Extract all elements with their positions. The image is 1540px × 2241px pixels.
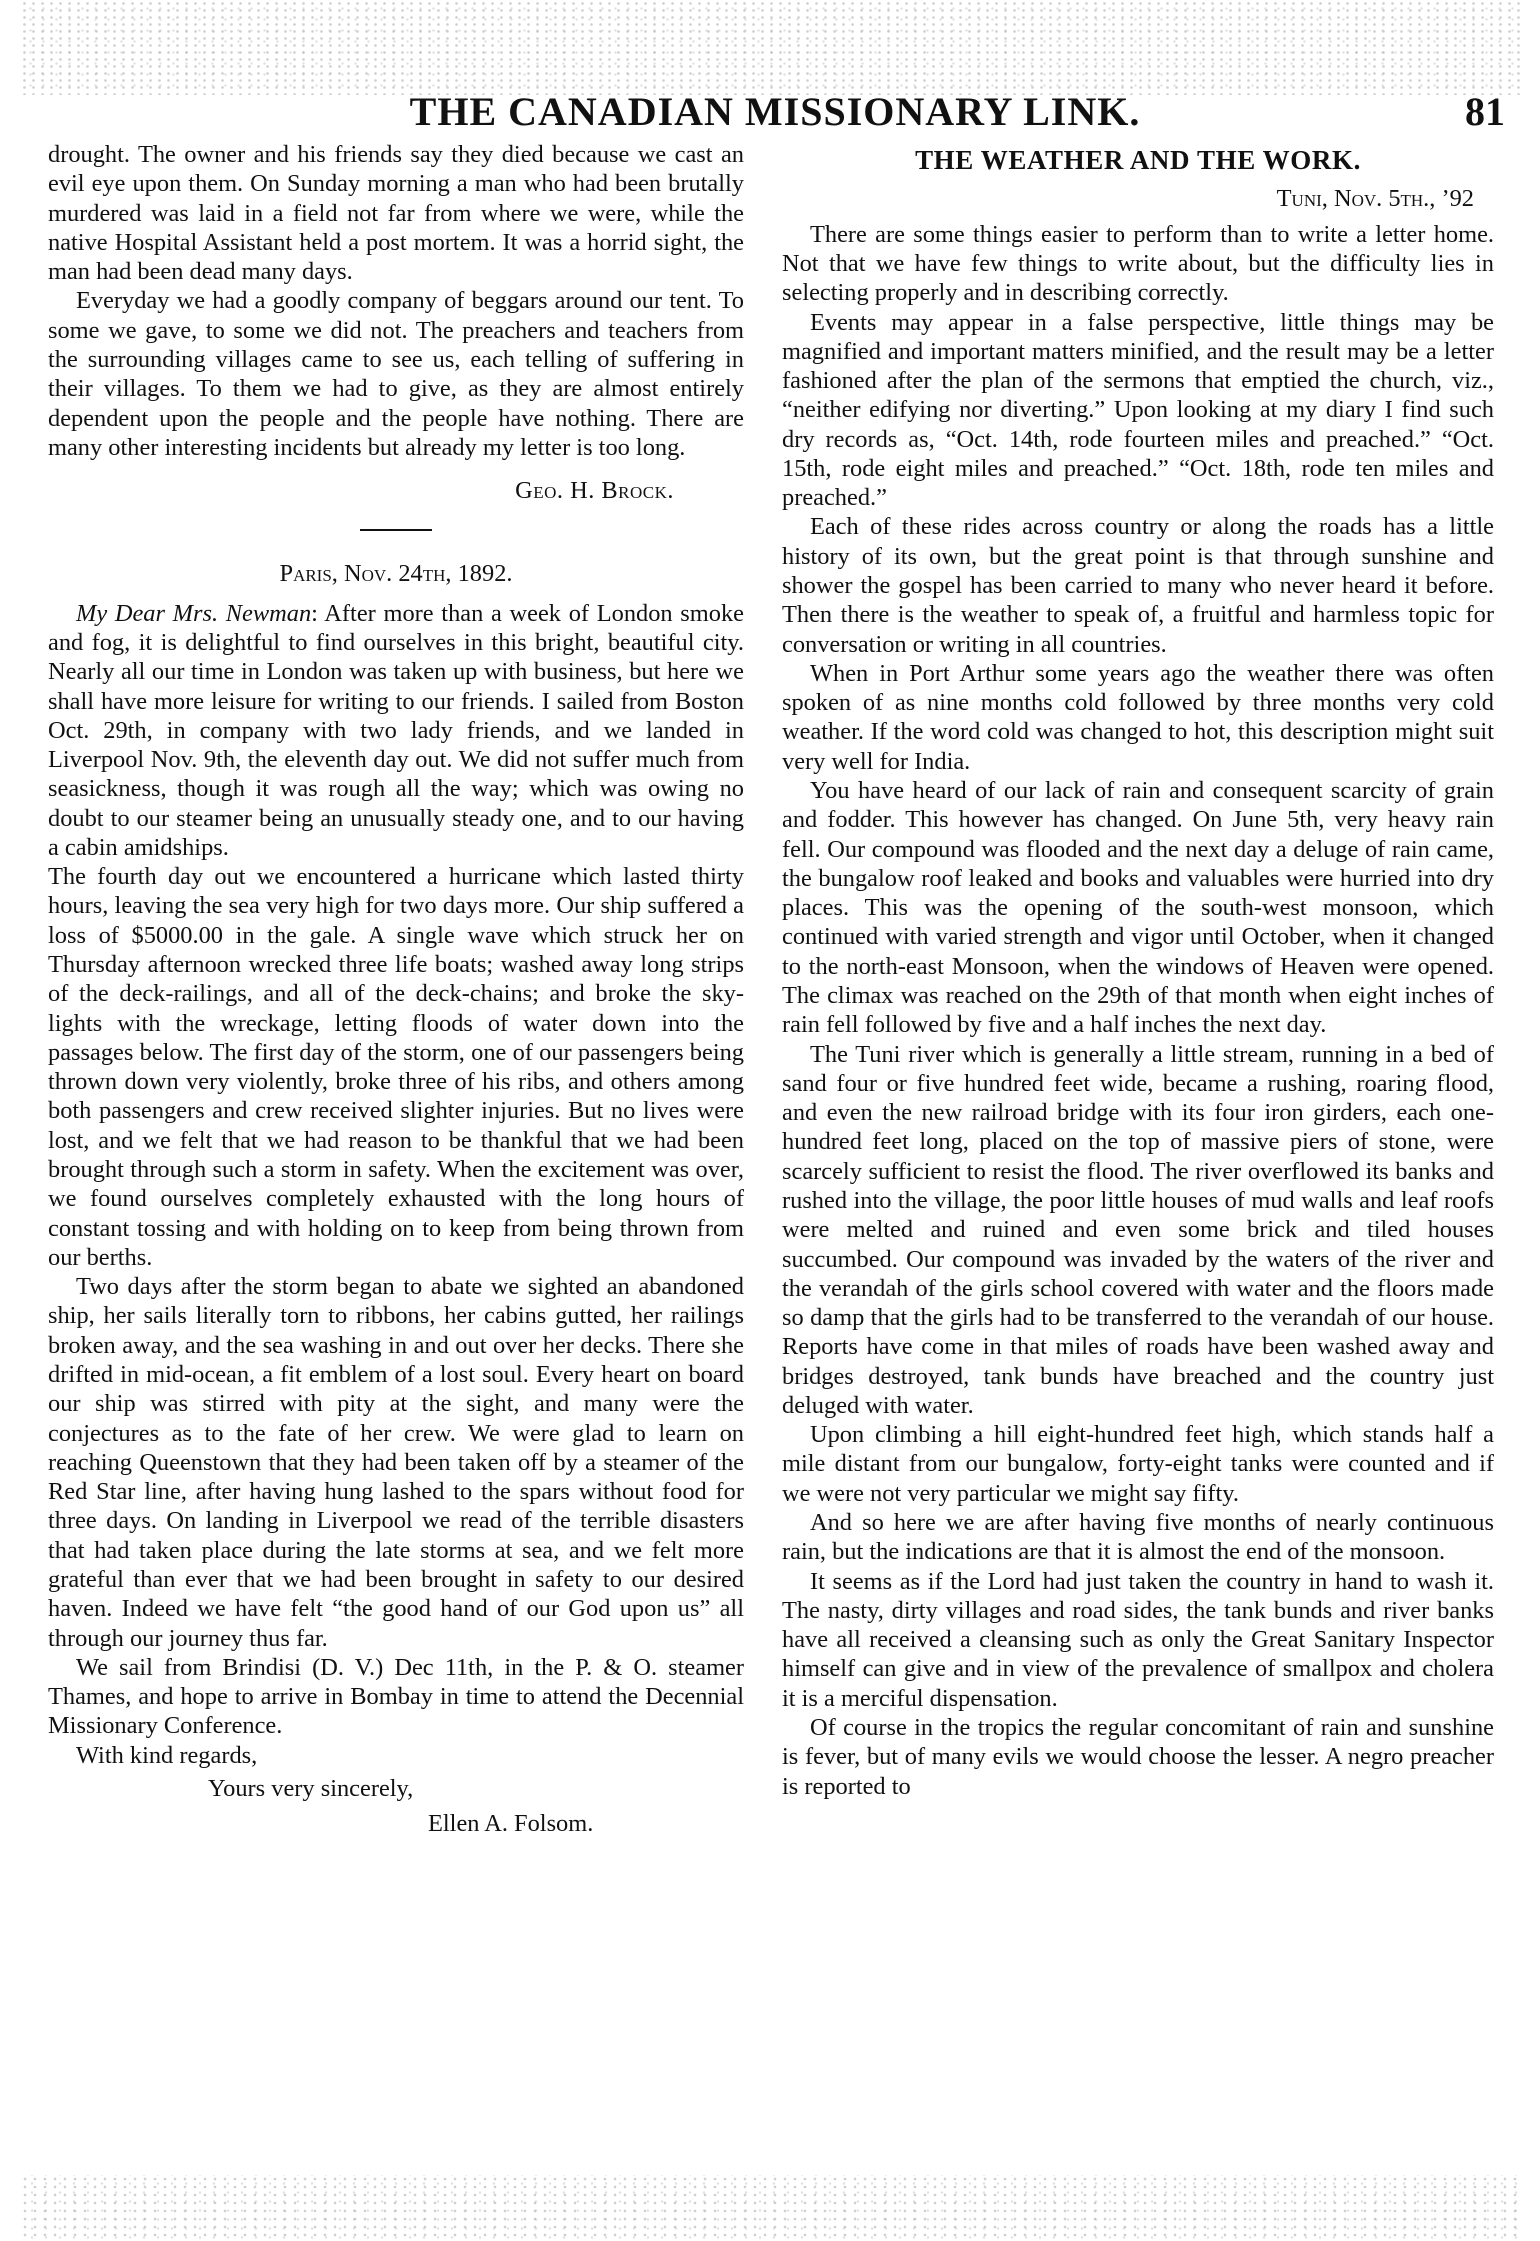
letter-salutation: My Dear Mrs. Newman bbox=[76, 599, 312, 627]
closing-sincerely: Yours very sincerely, bbox=[208, 1774, 414, 1802]
signature-brock: Geo. H. Brock. bbox=[515, 477, 674, 505]
paragraph: We sail from Brindisi (D. V.) Dec 11th, in the P. & O. steamer Thames, and hope to arrive in Bombay in time to attend the Decennial Missionary Conference. bbox=[48, 1653, 744, 1740]
section-divider bbox=[360, 529, 432, 531]
signature-folsom: Ellen A. Folsom. bbox=[428, 1810, 594, 1838]
article-heading: THE WEATHER AND THE WORK. bbox=[915, 145, 1361, 175]
paragraph: The Tuni river which is generally a little stream, running in a bed of sand four or five hundred feet wide, became a rushing, roaring flood, and even the new railroad bridge with its four iron girders, each one-hundred feet long, placed on the top of massive piers of stone, were scarcely sufficient to resist the flood. The river overflowed its banks and rushed into the village, the poor little houses of mud walls and leaf roofs were melted and ruined and even some brick and tiled houses succumbed. Our compound was invaded by the waters of the river and the verandah of the girls school covered with water and the floors made so damp that the girls had to be transferred to the verandah of our house. Reports have come in that miles of roads have been washed away and bridges destroyed, tank bunds have breached and the country just deluged with water. bbox=[782, 1040, 1494, 1419]
paragraph: Two days after the storm began to abate we sighted an abandoned ship, her sails literally torn to ribbons, her cabins gutted, her railings broken away, and the sea washing in and out over her decks. There she drifted in mid-ocean, a fit emblem of a lost soul. Every heart on board our ship was stirred with pity at the sight, and many were the conjectures as to the fate of her crew. We were glad to learn on reaching Queenstown that they had been taken off by a steamer of the Red Star line, after having hung lashed to the spars without food for three days. On landing in Liverpool we read of the terrible disasters that had taken place during the late storms at sea, and we felt more grateful than ever that we had been brought in safety to our desired haven. Indeed we have felt “the good hand of our God upon us” all through our journey thus far. bbox=[48, 1273, 744, 1652]
paragraph: Events may appear in a false perspective, little things may be magnified and important matters minified, and the result may be a letter fashioned after the plan of the sermons that emptied the church, viz., “neither edifying nor diverting.” Upon looking at my diary I find such dry records as, “Oct. 14th, rode fourteen miles and preached.” “Oct. 15th, rode eight miles and preached.” “Oct. 18th, rode ten miles and preached.” bbox=[782, 308, 1494, 512]
paragraph: Of course in the tropics the regular concomitant of rain and sunshine is fever, but of many evils we would choose the lesser. A negro preacher is reported to bbox=[782, 1714, 1494, 1800]
closing-regards: With kind regards, bbox=[76, 1741, 258, 1769]
letter-opening-paragraph bbox=[48, 599, 744, 863]
paragraph: Upon climbing a hill eight-hundred feet high, which stands half a mile distant from our bungalow, forty-eight tanks were counted and if we were not very particular we might say fifty. bbox=[782, 1421, 1494, 1507]
paragraph: It seems as if the Lord had just taken the country in hand to wash it. The nasty, dirty villages and road sides, the tank bunds and river banks have all received a cleansing such as only the Great Sanitary Inspector himself can give and in view of the prevalence of smallpox and cholera it is a merciful dispensation. bbox=[782, 1567, 1494, 1712]
left-column bbox=[48, 140, 744, 1838]
dateline-paris: Paris, Nov. 24th, 1892. bbox=[279, 560, 513, 588]
running-title: THE CANADIAN MISSIONARY LINK. bbox=[409, 89, 1141, 134]
dateline-tuni: Tuni, Nov. 5th., ’92 bbox=[1276, 185, 1474, 213]
paragraph: There are some things easier to perform than to write a letter home. Not that we have few things to write about, but the difficulty lies in selecting properly and in describing correctly. bbox=[782, 220, 1494, 307]
scan-noise-top bbox=[20, 0, 1520, 95]
paragraph: drought. The owner and his friends say they died because we cast an evil eye upon them. On Sunday morning a man who had been brutally murdered was laid in a field not far from where we were, while the native Hospital Assistant held a post mortem. It was a horrid sight, the man had been dead many days. bbox=[48, 141, 744, 286]
page-header bbox=[45, 88, 1505, 148]
page-number: 81 bbox=[1465, 89, 1505, 134]
paragraph: You have heard of our lack of rain and consequent scarcity of grain and fodder. This however has changed. On June 5th, very heavy rain fell. Our compound was flooded and the next day a deluge of rain came, the bungalow roof leaked and books and valuables were hurried into dry places. This was the opening of the south-west monsoon, which continued with varied strength and vigor until October, when it changed to the north-east Monsoon, when the windows of Heaven were opened. The climax was reached on the 29th of that month when eight inches of rain fell followed by five and a half inches the next day. bbox=[782, 777, 1494, 1039]
paragraph: When in Port Arthur some years ago the weather there was often spoken of as nine months cold followed by three months very cold weather. If the word cold was changed to hot, this description might suit very well for India. bbox=[782, 659, 1494, 775]
paragraph: And so here we are after having five months of nearly continuous rain, but the indications are that it is almost the end of the monsoon. bbox=[782, 1509, 1494, 1566]
scan-noise-bottom bbox=[20, 2175, 1520, 2241]
right-column bbox=[782, 140, 1494, 1801]
paragraph: Everyday we had a goodly company of beggars around our tent. To some we gave, to some we did not. The preachers and teachers from the surrounding villages came to see us, each telling of suffering in their villages. To them we had to give, as they are almost entirely dependent upon the people and the people have nothing. There are many other interesting incidents but already my letter is too long. bbox=[48, 287, 744, 461]
paragraph: The fourth day out we encountered a hurricane which lasted thirty hours, leaving the sea very high for two days more. Our ship suffered a loss of $5000.00 in the gale. A single wave which struck her on Thursday afternoon wrecked three life boats; washed away long strips of the deck-railings, and all of the deck-chains; and broke the sky-lights with the wreckage, letting floods of water down into the passages below. The first day of the storm, one of our passengers being thrown down very violently, broke three of his ribs, and others among both passengers and crew received slighter injuries. But no lives were lost, and we felt that we had reason to be thankful that we had been brought through such a storm in safety. When the excitement was over, we found ourselves completely exhausted with the long hours of constant tossing and with holding on to keep from being thrown from our berths. bbox=[48, 863, 744, 1271]
letter-opening-text: : After more than a week of London smoke and fog, it is delightful to find ourselves in this bright, beautiful city. Nearly all our time in London was taken up with business, but here we shall have more leisure for writing to our friends. I sailed from Boston Oct. 29th, in company with two lady friends, and we landed in Liverpool Nov. 9th, the eleventh day out. We did not suffer much from seasickness, though it was rough all the way; which was owing no doubt to our steamer being an unusually steady one, and to our having a cabin amidships. bbox=[48, 599, 744, 861]
paragraph: Each of these rides across country or along the roads has a little history of its own, but the great point is that through sunshine and shower the gospel has been carried to many who never heard it before. Then there is the weather to speak of, a fruitful and harmless topic for conversation or writing in all countries. bbox=[782, 513, 1494, 658]
